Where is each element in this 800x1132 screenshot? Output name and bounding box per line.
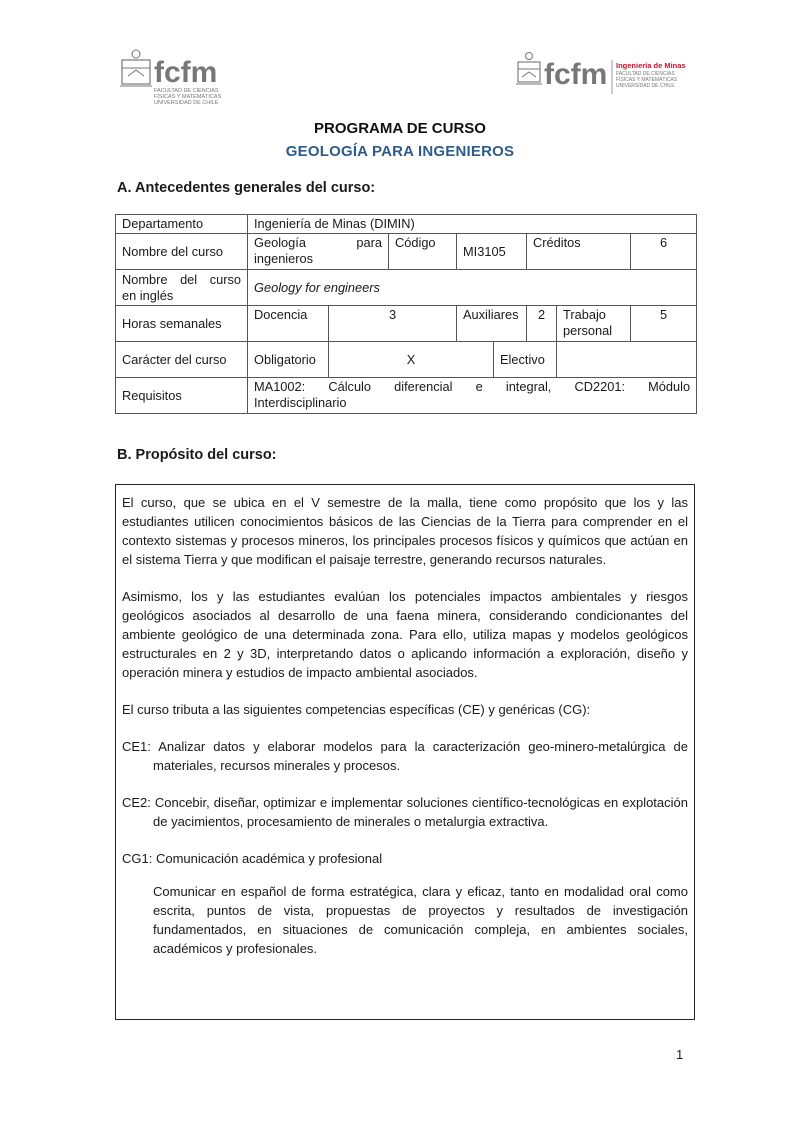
purpose-paragraph: El curso tributa a las siguientes competencias específicas (CE) y genéricas (CG): [122,702,591,717]
row-departamento [116,215,697,234]
logo-caption-line: UNIVERSIDAD DE CHILE [616,83,675,89]
value-nombre-curso: Geología para ingenieros [248,234,389,270]
logo-caption-line: FACULTAD DE CIENCIAS [154,88,219,94]
course-info-table [115,214,697,414]
value-obligatorio: X [329,342,494,378]
competency-ce1: CE1: Analizar datos y elaborar modelos para la caracterización geo-minero-metalúrgica de materiales, recursos minerales y procesos. [122,739,688,773]
competency-cg1-body: Comunicar en español de forma estratégica, clara y eficaz, tanto en modalidad oral como escrita, puntos de vista, propuestas de proyectos y resultados de investigación fundamentados, en situaciones de comunicación compleja, en ambientes sociales, académicos y profesionales. [153,884,688,956]
logo-caption-line: FACULTAD DE CIENCIAS [616,71,675,77]
row-caracter [116,342,697,378]
value-creditos: 6 [631,234,697,270]
label-obligatorio: Obligatorio [248,342,329,378]
value-departamento: Ingeniería de Minas (DIMIN) [248,215,697,234]
row-requisitos [116,378,697,414]
university-seal-icon [120,50,152,86]
row-nombre-ingles [116,270,697,306]
fcfm-logo-left [118,46,248,120]
logo-caption-line: FÍSICAS Y MATEMÁTICAS [154,94,222,100]
competency-cg1-title: CG1: Comunicación académica y profesional [122,851,383,866]
label-trabajo-personal: Trabajo personal [557,306,631,342]
fcfm-mining-logo-right [514,46,714,120]
label-creditos: Créditos [527,234,631,270]
fcfm-wordmark: fcfm [154,56,218,89]
logo-caption-line: FÍSICAS Y MATEMÁTICAS [616,77,678,83]
label-horas: Horas semanales [116,306,248,342]
value-auxiliares: 2 [527,306,557,342]
value-trabajo-personal: 5 [631,306,697,342]
purpose-paragraph: Asimismo, los y las estudiantes evalúan los potenciales impactos ambientales y riesgos geológicos asociados al desarrollo de una faena minera, considerando condicionantes del ambiente geológico de una determinada zona. Para ello, utiliza mapas y modelos geológicos estructurales en 2 y 3D, interpretando datos o aplicando información a exploración, diseño y operación minera y estudios de impacto ambiental asociados. [122,589,688,680]
label-electivo: Electivo [494,342,557,378]
label-requisitos: Requisitos [116,378,248,414]
value-requisitos: MA1002: Cálculo diferencial e integral, CD2201: Módulo Interdisciplinario [248,378,697,414]
department-name: Ingeniería de Minas [616,61,686,70]
fcfm-wordmark: fcfm [544,58,608,91]
label-nombre-ingles: Nombre del curso en inglés [116,270,248,306]
value-codigo: MI3105 [457,234,527,270]
purpose-box [115,484,695,1020]
university-seal-icon [516,53,542,85]
logo-caption-line: UNIVERSIDAD DE CHILE [154,100,219,106]
label-auxiliares: Auxiliares [457,306,527,342]
course-title: GEOLOGÍA PARA INGENIEROS [285,143,515,160]
label-caracter: Carácter del curso [116,342,248,378]
label-nombre-curso: Nombre del curso [116,234,248,270]
value-docencia: 3 [329,306,457,342]
page-number: 1 [676,1047,684,1062]
value-nombre-ingles: Geology for engineers [248,270,697,306]
row-nombre-curso [116,234,697,270]
document-title: PROGRAMA DE CURSO [314,120,486,137]
purpose-paragraph: El curso, que se ubica en el V semestre de la malla, tiene como propósito que los y las estudiantes utilicen conocimientos básicos de las Ciencias de la Tierra para comprender en el contexto sistemas y procesos mineros, los principales procesos físicos y químicos que actúan en el sistema Tierra y que modifican el paisaje terrestre, generando recursos naturales. [122,495,688,567]
row-horas-semanales [116,306,697,342]
value-electivo [557,342,697,378]
competency-ce2: CE2: Concebir, diseñar, optimizar e implementar soluciones científico-tecnológicas en explotación de yacimientos, procesamiento de minerales o metalurgia extractiva. [122,795,688,829]
label-departamento: Departamento [116,215,248,234]
label-docencia: Docencia [248,306,329,342]
label-codigo: Código [389,234,457,270]
section-a-heading: A. Antecedentes generales del curso: [117,180,376,196]
section-b-heading: B. Propósito del curso: [117,447,277,463]
